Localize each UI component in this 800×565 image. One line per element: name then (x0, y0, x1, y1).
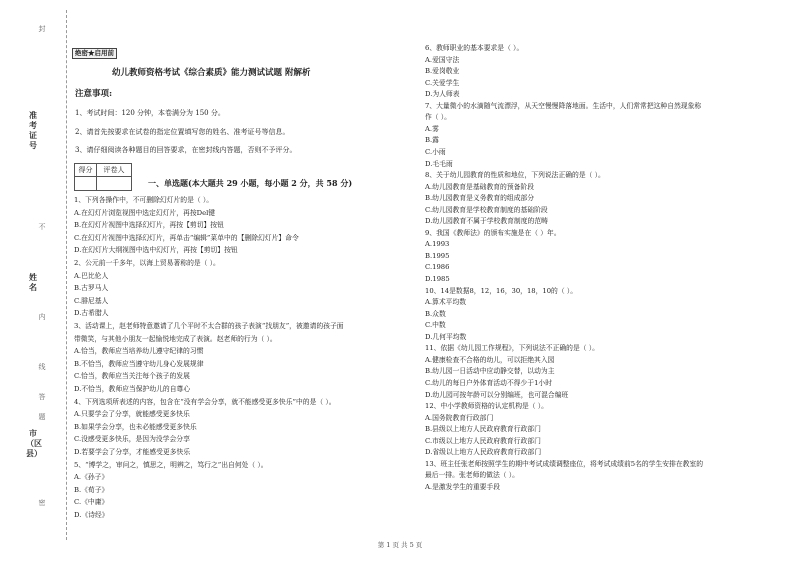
exam-number-label: 准考证号 (29, 110, 37, 150)
answer-option: C.恰当，教师应当关注每个孩子的发展 (74, 372, 190, 381)
page-number: 第 1 页 共 5 页 (377, 541, 423, 549)
answer-option: D.1985 (425, 275, 450, 283)
answer-option: A.恰当，教师应当培养幼儿遵守纪律的习惯 (74, 347, 204, 356)
answer-option: D.几何平均数 (425, 332, 467, 341)
answer-option: D.若要学会了分享，才能感受更多快乐 (74, 448, 191, 456)
answer-option: A.巴比伦人 (74, 271, 109, 280)
question-text: 带微笑，与其他小朋友一起愉悦地完成了表演。赵老师的行为（ ）。 (74, 334, 277, 343)
answer-option: A.健康检查不合格的幼儿，可以拒绝其入园 (425, 355, 555, 364)
answer-option: A.算术平均数 (425, 298, 467, 307)
grader-header: 评卷人 (97, 164, 131, 177)
answer-option: A.爱国守法 (425, 55, 460, 64)
question-text: 2、公元前一千多年，以海上贸易著称的是（ ）。 (74, 259, 220, 267)
question-text: 9、我国《教师法》的颁布实施是在（ ）年。 (425, 228, 561, 237)
answer-option: C.1986 (425, 263, 450, 272)
question-text: 13、班主任张老师按照学生的期中考试成绩调整座位，将考试成绩前5名的学生安排在教室的 (425, 459, 704, 468)
answer-option: A.是激发学生的重要手段 (425, 482, 501, 491)
answer-option: D.省级以上地方人民政府教育行政部门 (425, 448, 542, 457)
score-table (74, 163, 132, 191)
answer-option: B.《荀子》 (74, 485, 109, 494)
notice-item: 1、考试时间：120 分钟，本卷满分为 150 分。 (75, 109, 225, 117)
seal-mark: 题 (38, 413, 46, 421)
question-text: 8、关于幼儿园教育的性质和地位，下列说法正确的是（ ）。 (425, 171, 605, 180)
question-text: 3、活动课上，赵老师特意邀请了几个平时不太合群的孩子表演“找朋友”，被邀请的孩子面 (74, 322, 344, 330)
answer-option: B.爱岗敬业 (425, 67, 460, 76)
question-text: 1、下列各操作中，不可删除幻灯片的是（ ）。 (74, 196, 214, 204)
question-text: 10、14是数据8，12，16，30，18，10的（ ）。 (425, 286, 577, 295)
answer-option: D.不恰当，教师应当保护幼儿的自尊心 (74, 385, 191, 393)
grader-cell[interactable] (97, 177, 131, 190)
answer-option: B.古罗马人 (74, 284, 109, 293)
answer-option: B.不恰当，教师应当遵守幼儿身心发展规律 (74, 359, 204, 368)
seal-mark: 线 (38, 363, 46, 371)
answer-option: C.《中庸》 (74, 498, 109, 507)
answer-option: C.关爱学生 (425, 78, 460, 87)
answer-option: B.众数 (425, 309, 446, 318)
seal-dashed-line (66, 10, 67, 540)
answer-option: A.只要学会了分享，就能感受更多快乐 (74, 410, 190, 419)
notice-heading: 注意事项: (75, 89, 113, 99)
notice-item: 2、请首先按要求在试卷的指定位置填写您的姓名、准考证号等信息。 (75, 128, 290, 136)
question-text: 5、“博学之，审问之，慎思之，明辨之，笃行之”出自何处（ ）。 (74, 460, 268, 469)
answer-option: C.幼儿园教育是学校教育制度的基础阶段 (425, 205, 548, 214)
answer-option: B.露 (425, 136, 439, 145)
answer-option: C.中数 (425, 321, 446, 330)
seal-mark: 内 (38, 313, 46, 321)
document-title: 幼儿教师资格考试《综合素质》能力测试试题 附解析 (112, 68, 311, 78)
answer-option: D.毛毛雨 (425, 159, 453, 168)
answer-option: A.1993 (425, 240, 450, 249)
answer-option: C.没感受更多快乐，是因为没学会分享 (74, 435, 190, 444)
answer-option: C.幼儿的每日户外体育活动不得少于1小时 (425, 378, 552, 387)
question-text: 最后一排。张老师的做法（ ）。 (425, 471, 519, 480)
question-text: 11、依据《幼儿园工作规程》，下列说法不正确的是（ ）。 (425, 344, 599, 353)
question-text: 7、大量微小的水滴随气流漂浮，从天空慢慢降落地面。生活中，人们常常把这种自然现象称 (425, 101, 702, 110)
answer-option: A.幼儿园教育是基础教育的预备阶段 (425, 182, 535, 191)
seal-mark: 封 (38, 25, 46, 33)
notice-item: 3、请仔细阅读各种题目的回答要求，在密封线内答题，否则不予评分。 (75, 146, 297, 154)
answer-option: C.市级以上地方人民政府教育行政部门 (425, 436, 541, 445)
answer-option: D.在幻灯片大纲视图中选中幻灯片，再按【剪切】按钮 (74, 246, 238, 255)
answer-option: B.幼儿园一日活动中应动静交替，以动为主 (425, 367, 555, 376)
name-label: 姓名 (29, 272, 37, 292)
answer-option: C.在幻灯片视图中选择幻灯片，再单击“编辑”菜单中的【删除幻灯片】命令 (74, 233, 299, 242)
answer-option: D.幼儿园教育不属于学校教育制度的范畴 (425, 217, 548, 226)
question-text: 作（ ）。 (425, 113, 451, 122)
answer-option: A.国务院教育行政部门 (425, 413, 494, 422)
score-header: 得分 (75, 164, 97, 177)
answer-option: B.幼儿园教育是义务教育的组成部分 (425, 194, 535, 203)
score-cell[interactable] (75, 177, 97, 190)
answer-option: B.如果学会分享，也未必能感受更多快乐 (74, 422, 197, 431)
section-title: 一、单选题(本大题共 29 小题，每小题 2 分，共 58 分) (148, 178, 353, 188)
answer-option: D.幼儿园可按年龄可以分别编班，也可混合编班 (425, 390, 569, 399)
answer-option: A.《孙子》 (74, 473, 109, 482)
question-text: 12、中小学教师资格的认定机构是（ ）。 (425, 402, 548, 411)
answer-option: B.1995 (425, 251, 450, 260)
question-text: 4、下列选项所表述的内容，包含在“没有学会分享，就不能感受更多快乐”中的是（ ）。 (74, 397, 336, 406)
question-text: 6、教师职业的基本要求是（ ）。 (425, 44, 524, 52)
seal-mark: 密 (38, 499, 46, 507)
answer-option: C.腓尼基人 (74, 296, 109, 305)
answer-option: D.《诗经》 (74, 511, 109, 519)
answer-option: A.雾 (425, 124, 439, 133)
answer-option: A.在幻灯片浏览视图中选定幻灯片，再按Del键 (74, 208, 216, 217)
answer-option: B.县级以上地方人民政府教育行政部门 (425, 425, 541, 434)
answer-option: B.在幻灯片视图中选择幻灯片，再按【剪切】按钮 (74, 221, 224, 230)
city-label: 市（区县） (26, 428, 42, 458)
answer-option: D.为人师表 (425, 90, 460, 99)
seal-mark: 不 (38, 223, 46, 231)
answer-option: C.小雨 (425, 147, 446, 156)
confidential-seal: 绝密★启用前 (72, 48, 117, 59)
answer-option: D.古希腊人 (74, 309, 109, 318)
seal-mark: 答 (38, 393, 46, 401)
